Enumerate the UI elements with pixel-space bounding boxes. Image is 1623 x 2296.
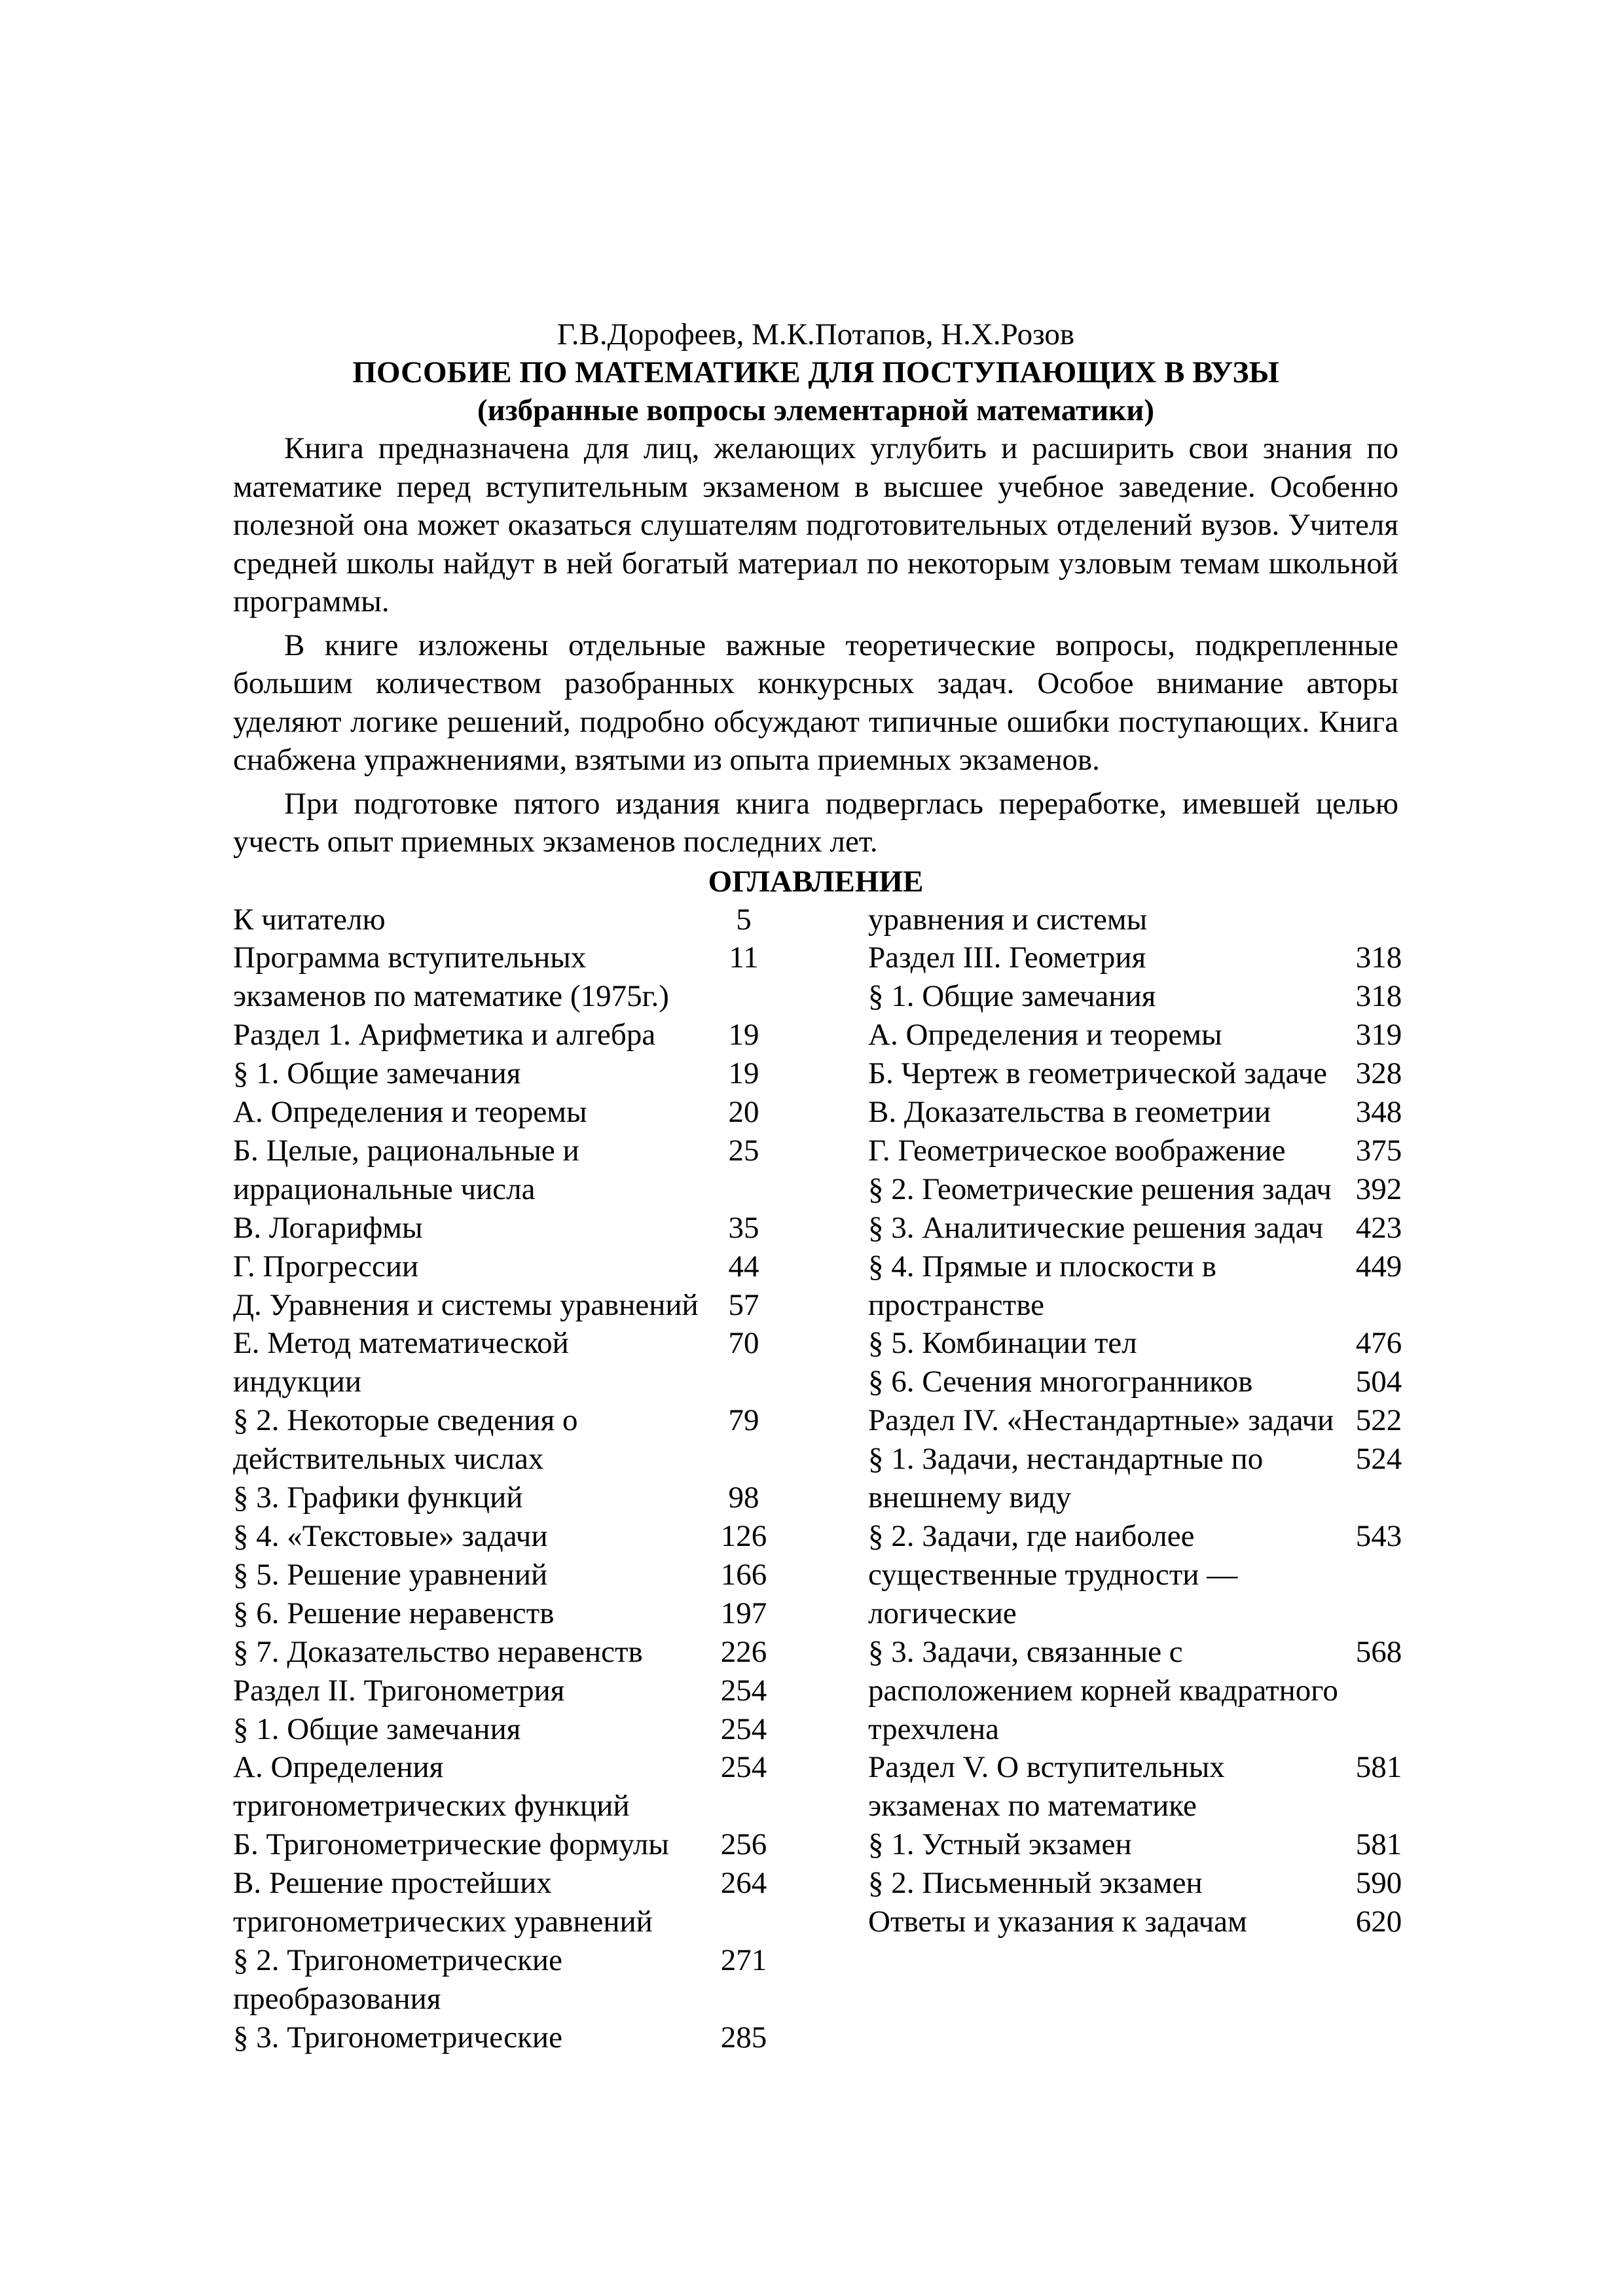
toc-entry xyxy=(233,1016,790,1054)
toc-entry-page: 5 xyxy=(736,902,752,937)
toc-entry xyxy=(233,1132,790,1209)
toc-entry-title: А. Определения и теоремы xyxy=(233,1095,587,1130)
toc-entry xyxy=(868,1401,1418,1440)
toc-entry xyxy=(868,1825,1418,1864)
toc-entry xyxy=(233,939,790,1016)
toc-entry xyxy=(868,901,1418,939)
toc-entry xyxy=(233,1286,790,1325)
toc-entry-page: 318 xyxy=(1355,941,1402,975)
toc-entry-page: 568 xyxy=(1355,1634,1402,1669)
toc-entry xyxy=(233,1054,790,1093)
toc-entry-page: 256 xyxy=(720,1827,767,1862)
toc-entry xyxy=(868,939,1418,977)
toc-entry xyxy=(233,1556,790,1594)
toc-entry-page: 197 xyxy=(720,1596,767,1630)
toc-entry xyxy=(233,1479,790,1517)
toc-entry-title: Раздел III. Геометрия xyxy=(868,941,1146,975)
toc-entry xyxy=(868,977,1418,1016)
toc-entry-title: Д. Уравнения и системы уравнений xyxy=(233,1287,699,1322)
toc-entry xyxy=(868,1170,1418,1209)
toc-entry-page: 70 xyxy=(728,1326,759,1361)
toc-entry-title: Программа вступительных экзаменов по математике (1975г.) xyxy=(233,941,669,1014)
toc-entry-page: 285 xyxy=(720,2020,767,2054)
toc-entry-title: Г. Геометрическое воображение xyxy=(868,1133,1286,1168)
toc-entry-page: 25 xyxy=(728,1133,759,1168)
toc-entry-page: 449 xyxy=(1355,1249,1402,1283)
toc-entry-page: 392 xyxy=(1355,1172,1402,1206)
toc-entry-title: § 1. Общие замечания xyxy=(233,1056,521,1091)
toc-entry-title: Б. Целые, рациональные и иррациональные числа xyxy=(233,1133,579,1206)
toc-entry xyxy=(233,1324,790,1401)
toc-entry xyxy=(868,1440,1418,1517)
toc-entry-page: 19 xyxy=(728,1018,759,1052)
toc-entry-page: 35 xyxy=(728,1210,759,1245)
toc-entry-page: 254 xyxy=(720,1712,767,1746)
toc-entry-title: Г. Прогрессии xyxy=(233,1249,419,1283)
toc-entry-page: 254 xyxy=(720,1750,767,1785)
toc-entry-page: 44 xyxy=(728,1249,759,1283)
authors-line: Г.В.Дорофеев, М.К.Потапов, Н.Х.Розов xyxy=(556,317,1075,351)
toc-left-column xyxy=(233,901,790,2057)
toc-entry-title: § 1. Общие замечания xyxy=(233,1712,521,1746)
toc-entry xyxy=(233,1864,790,1941)
toc-entry-title: § 2. Геометрические решения задач xyxy=(868,1172,1332,1206)
description-paragraph-1: Книга предназначена для лиц, желающих углубить и расширить свои знания по математике перед вступительным экзаменом в высшее учебное заведение. Особенно полезной она может оказаться слушателям подготовительных отделений вузов. Учителя средней школы найдут в ней богатый материал по некоторым узловым темам школьной программы. xyxy=(233,431,1398,619)
toc-entry-title: § 3. Тригонометрические xyxy=(233,2020,562,2054)
toc-right-column xyxy=(868,901,1418,1941)
toc-entry xyxy=(868,1247,1418,1325)
description-paragraph-3: При подготовке пятого издания книга подверглась переработке, имевшей целью учесть опыт приемных экзаменов последних лет. xyxy=(233,786,1398,859)
toc-entry xyxy=(233,1517,790,1556)
toc-entry-title: § 3. Графики функций xyxy=(233,1480,523,1515)
toc-entry-page: 98 xyxy=(728,1480,759,1515)
toc-entry xyxy=(233,1825,790,1864)
toc-entry-title: § 1. Устный экзамен xyxy=(868,1827,1132,1862)
toc-entry-title: § 3. Задачи, связанные с расположением корней квадратного трехчлена xyxy=(868,1634,1338,1746)
toc-entry-title: Б. Чертеж в геометрической задаче xyxy=(868,1056,1328,1091)
toc-entry-title: § 5. Решение уравнений xyxy=(233,1557,548,1592)
toc-entry-title: В. Доказательства в геометрии xyxy=(868,1095,1271,1130)
toc-entry-page: 226 xyxy=(720,1634,767,1669)
toc-entry xyxy=(868,1633,1418,1749)
toc-entry xyxy=(233,1401,790,1479)
toc-entry xyxy=(233,1672,790,1710)
toc-entry-title: Б. Тригонометрические формулы xyxy=(233,1827,669,1862)
toc-entry-title: § 6. Решение неравенств xyxy=(233,1596,555,1630)
toc-entry-page: 620 xyxy=(1355,1905,1402,1939)
toc-entry-page: 264 xyxy=(720,1866,767,1901)
toc-entry-page: 57 xyxy=(728,1287,759,1322)
toc-entry-title: § 2. Тригонометрические преобразования xyxy=(233,1943,562,2016)
toc-entry xyxy=(868,1016,1418,1054)
toc-entry-page: 524 xyxy=(1355,1442,1402,1477)
toc-entry xyxy=(868,1363,1418,1401)
toc-entry-page: 254 xyxy=(720,1673,767,1708)
toc-entry-page: 476 xyxy=(1355,1326,1402,1361)
book-title: ПОСОБИЕ ПО МАТЕМАТИКЕ ДЛЯ ПОСТУПАЮЩИХ В ВУЗЫ xyxy=(352,355,1279,389)
toc-entry-title: Раздел IV. «Нестандартные» задачи xyxy=(868,1403,1334,1438)
toc-entry-title: Раздел 1. Арифметика и алгебра xyxy=(233,1018,656,1052)
toc-entry-page: 581 xyxy=(1355,1750,1402,1785)
book-subtitle: (избранные вопросы элементарной математики) xyxy=(477,393,1155,427)
toc-entry xyxy=(868,1748,1418,1825)
toc-entry xyxy=(868,1324,1418,1363)
toc-entry-title: § 4. «Текстовые» задачи xyxy=(233,1519,548,1553)
document-page xyxy=(233,315,1402,2183)
toc-heading: ОГЛАВЛЕНИЕ xyxy=(708,864,924,899)
toc-entry-title: К читателю xyxy=(233,902,386,937)
toc-entry-title: § 2. Задачи, где наиболее существенные трудности — логические xyxy=(868,1519,1238,1630)
toc-entry xyxy=(233,1941,790,2018)
toc-entry-title: А. Определения тригонометрических функций xyxy=(233,1750,630,1823)
toc-entry-title: Раздел II. Тригонометрия xyxy=(233,1673,565,1708)
toc-entry-page: 504 xyxy=(1355,1365,1402,1399)
toc-entry-page: 319 xyxy=(1355,1018,1402,1052)
toc-entry-page: 11 xyxy=(729,941,759,975)
toc-entry xyxy=(233,1594,790,1633)
toc-entry-page: 423 xyxy=(1355,1210,1402,1245)
toc-entry-title: § 4. Прямые и плоскости в пространстве xyxy=(868,1249,1216,1322)
toc-entry-page: 19 xyxy=(728,1056,759,1091)
toc-entry-title: § 7. Доказательство неравенств xyxy=(233,1634,643,1669)
toc-entry-page: 166 xyxy=(720,1557,767,1592)
toc-entry-title: § 3. Аналитические решения задач xyxy=(868,1210,1324,1245)
toc-entry-page: 318 xyxy=(1355,979,1402,1014)
description-paragraph-2: В книге изложены отдельные важные теоретические вопросы, подкрепленные большим количеством разобранных конкурсных задач. Особое внимание авторы уделяют логике решений, подробно обсуждают типичные ошибки поступающих. Книга снабжена упражнениями, взятыми из опыта приемных экзаменов. xyxy=(233,628,1398,777)
toc-entry-title: § 5. Комбинации тел xyxy=(868,1326,1137,1361)
toc-entry-title: § 2. Письменный экзамен xyxy=(868,1866,1203,1901)
toc-entry xyxy=(868,1132,1418,1170)
toc-entry-title: § 6. Сечения многогранников xyxy=(868,1365,1253,1399)
toc-entry-page: 581 xyxy=(1355,1827,1402,1862)
toc-entry xyxy=(233,1093,790,1132)
toc-entry xyxy=(233,1633,790,1672)
toc-entry-page: 590 xyxy=(1355,1866,1402,1901)
toc-entry-title: А. Определения и теоремы xyxy=(868,1018,1222,1052)
toc-entry-title: § 1. Задачи, нестандартные по внешнему виду xyxy=(868,1442,1264,1515)
toc-entry-page: 20 xyxy=(728,1095,759,1130)
table-of-contents xyxy=(233,901,1402,2183)
toc-entry xyxy=(233,901,790,939)
toc-entry-title: § 1. Общие замечания xyxy=(868,979,1156,1014)
toc-entry xyxy=(868,1864,1418,1903)
toc-entry-title: Раздел V. О вступительных экзаменах по математике xyxy=(868,1750,1225,1823)
toc-entry-page: 328 xyxy=(1355,1056,1402,1091)
toc-entry xyxy=(868,1054,1418,1093)
toc-entry xyxy=(233,1209,790,1247)
toc-entry xyxy=(233,1247,790,1286)
toc-entry xyxy=(868,1093,1418,1132)
toc-entry-title: В. Решение простейших тригонометрических уравнений xyxy=(233,1866,653,1939)
toc-entry-title: § 2. Некоторые сведения о действительных числах xyxy=(233,1403,578,1477)
toc-entry-page: 79 xyxy=(728,1403,759,1438)
toc-entry xyxy=(868,1903,1418,1941)
toc-entry-title: В. Логарифмы xyxy=(233,1210,423,1245)
toc-entry xyxy=(868,1209,1418,1247)
toc-entry-page: 271 xyxy=(720,1943,767,1977)
toc-entry-page: 348 xyxy=(1355,1095,1402,1130)
toc-entry xyxy=(868,1517,1418,1633)
toc-entry-title: уравнения и системы xyxy=(868,902,1148,937)
toc-entry xyxy=(233,1710,790,1749)
toc-entry xyxy=(233,1748,790,1825)
toc-entry-title: Ответы и указания к задачам xyxy=(868,1905,1247,1939)
toc-entry xyxy=(233,2018,790,2057)
toc-entry-page: 126 xyxy=(720,1519,767,1553)
toc-entry-title: Е. Метод математической индукции xyxy=(233,1326,569,1399)
toc-entry-page: 522 xyxy=(1355,1403,1402,1438)
toc-entry-page: 375 xyxy=(1355,1133,1402,1168)
toc-entry-page: 543 xyxy=(1355,1519,1402,1553)
